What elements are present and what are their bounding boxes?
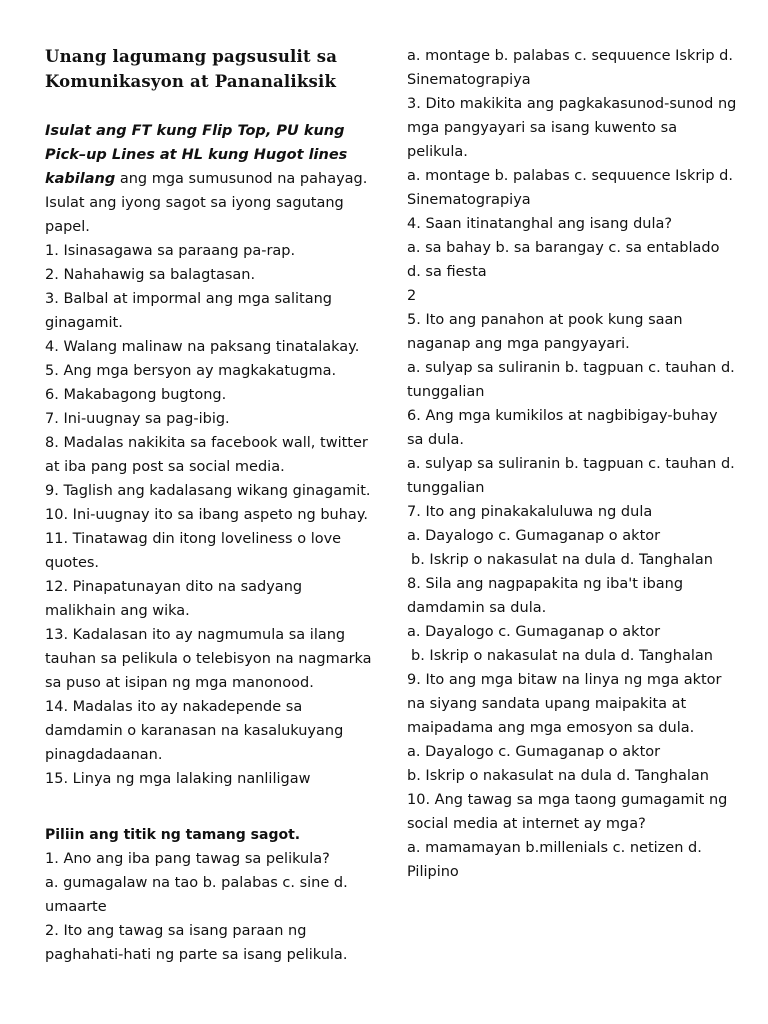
list-item: 3. Balbal at impormal ang mga salitang ginagamit. <box>45 291 332 331</box>
choices-item: a. Dayalogo c. Gumaganap o aktor <box>407 624 661 640</box>
part1-list <box>45 239 375 791</box>
question-item: 9. Ito ang mga bitaw na linya ng mga aktor na siyang sandata upang maipakita at maipadama ang mga emosyon sa dula. <box>407 672 722 736</box>
choices-item: b. Iskrip o nakasulat na dula d. Tanghalan <box>411 648 713 664</box>
choices-item: a. Dayalogo c. Gumaganap o aktor <box>407 528 661 544</box>
question-item: 5. Ito ang panahon at pook kung saan naganap ang mga pangyayari. <box>407 312 683 352</box>
choices-item: a. Dayalogo c. Gumaganap o aktor <box>407 744 661 760</box>
choices-item: b. Iskrip o nakasulat na dula d. Tanghalan <box>407 768 709 784</box>
choices-item: a. sulyap sa suliranin b. tagpuan c. tauhan d. tunggalian <box>407 456 735 496</box>
question-item: 1. Ano ang iba pang tawag sa pelikula? <box>45 851 330 867</box>
right-column <box>407 44 737 884</box>
list-item: 8. Madalas nakikita sa facebook wall, twitter at iba pang post sa social media. <box>45 435 368 475</box>
choices-item: a. mamamayan b.millenials c. netizen d. Pilipino <box>407 840 702 880</box>
part2-heading: Piliin ang titik ng tamang sagot. <box>45 827 301 843</box>
part2-left-list <box>45 847 375 967</box>
choices-item: a. montage b. palabas c. sequuence Iskrip d. Sinematograpiya <box>407 168 733 208</box>
choices-item: a. sulyap sa suliranin b. tagpuan c. tauhan d. tunggalian <box>407 360 735 400</box>
choices-item: a. montage b. palabas c. sequuence Iskrip d. Sinematograpiya <box>407 48 733 88</box>
list-item: 15. Linya ng mga lalaking nanliligaw <box>45 771 311 787</box>
list-item: 6. Makabagong bugtong. <box>45 387 227 403</box>
list-item: 5. Ang mga bersyon ay magkakatugma. <box>45 363 337 379</box>
choices-item: a. gumagalaw na tao b. palabas c. sine d. umaarte <box>45 875 348 915</box>
question-item: 3. Dito makikita ang pagkakasunod-sunod ng mga pangyayari sa isang kuwento sa pelikula. <box>407 96 737 160</box>
list-item: 12. Pinapatunayan dito na sadyang malikhain ang wika. <box>45 579 303 619</box>
question-item: 7. Ito ang pinakakaluluwa ng dula <box>407 504 653 520</box>
choices-item: a. sa bahay b. sa barangay c. sa entablado d. sa fiesta <box>407 240 720 280</box>
list-item: 13. Kadalasan ito ay nagmumula sa ilang tauhan sa pelikula o telebisyon na nagmarka sa puso at isipan ng mga manonood. <box>45 627 372 691</box>
list-item: 9. Taglish ang kadalasang wikang ginagamit. <box>45 483 371 499</box>
left-column <box>45 44 375 967</box>
question-item: 2. Ito ang tawag sa isang paraan ng paghahati-hati ng parte sa isang pelikula. <box>45 923 348 963</box>
list-item: 10. Ini-uugnay ito sa ibang aspeto ng buhay. <box>45 507 368 523</box>
list-item: 1. Isinasagawa sa paraang pa-rap. <box>45 243 296 259</box>
question-item: 4. Saan itinatanghal ang isang dula? <box>407 216 673 232</box>
choices-item: b. Iskrip o nakasulat na dula d. Tanghalan <box>411 552 713 568</box>
question-item: 10. Ang tawag sa mga taong gumagamit ng social media at internet ay mga? <box>407 792 728 832</box>
list-item: 14. Madalas ito ay nakadepende sa damdamin o karanasan na kasalukuyang pinagdadaanan. <box>45 699 344 763</box>
title-line-2: Komunikasyon at Pananaliksik <box>45 72 337 91</box>
list-item: 11. Tinatawag din itong loveliness o love quotes. <box>45 531 342 571</box>
title-line-1: Unang lagumang pagsusulit sa <box>45 47 338 66</box>
question-item: 8. Sila ang nagpapakita ng iba't ibang damdamin sa dula. <box>407 576 684 616</box>
instructions <box>45 119 375 239</box>
list-item: 7. Ini-uugnay sa pag-ibig. <box>45 411 230 427</box>
list-item: 4. Walang malinaw na paksang tinatalakay. <box>45 339 360 355</box>
instructions-emphasis: Isulat ang FT kung Flip Top, PU kung Pick–up Lines at HL kung Hugot lines kabilang <box>45 123 348 187</box>
question-item: 6. Ang mga kumikilos at nagbibigay-buhay sa dula. <box>407 408 718 448</box>
list-item: 2. Nahahawig sa balagtasan. <box>45 267 256 283</box>
page-number: 2 <box>407 288 417 304</box>
instructions-rest: ang mga sumusunod na pahayag. Isulat ang iyong sagot sa iyong sagutang papel. <box>45 171 368 235</box>
